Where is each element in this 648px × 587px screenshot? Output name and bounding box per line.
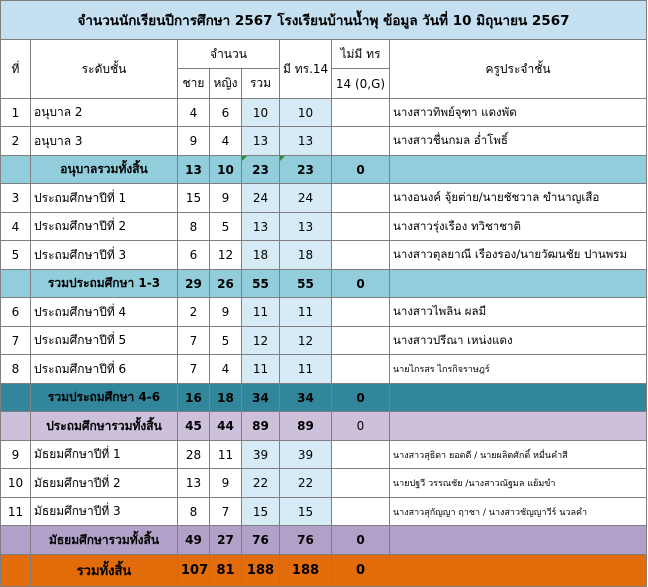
row-tr14: 13	[280, 213, 332, 241]
table-row	[1, 355, 647, 384]
summary-male: 45	[178, 412, 210, 441]
summary-blank	[1, 555, 31, 587]
row-teacher: นางสาวปรีณา เหน่งแดง	[390, 327, 647, 355]
row-total: 12	[242, 327, 280, 355]
summary-male: 13	[178, 156, 210, 184]
row-teacher: นางอนงค์ จุ้ยต่าย/นายชัชวาล ขำนาญเสือ	[390, 184, 647, 213]
row-female: 5	[210, 213, 242, 241]
table-row	[1, 241, 647, 270]
header-no-tr14-line1: ไม่มี ทร	[332, 40, 390, 69]
summary-no-tr14: 0	[332, 270, 390, 298]
summary-male: 49	[178, 526, 210, 555]
summary-tr14: 188	[280, 555, 332, 587]
row-tr14: 11	[280, 355, 332, 384]
row-male: 7	[178, 355, 210, 384]
row-female: 5	[210, 327, 242, 355]
row-no: 2	[1, 127, 31, 156]
row-female: 6	[210, 99, 242, 127]
row-total: 22	[242, 469, 280, 498]
row-total: 24	[242, 184, 280, 213]
summary-female: 81	[210, 555, 242, 587]
row-male: 8	[178, 213, 210, 241]
table-row	[1, 327, 647, 355]
row-no-tr14	[332, 241, 390, 270]
summary-row-primary-4-6	[1, 384, 647, 412]
summary-female: 10	[210, 156, 242, 184]
summary-total: 55	[242, 270, 280, 298]
table-row	[1, 441, 647, 469]
header-level: ระดับชั้น	[31, 40, 178, 99]
summary-blank	[1, 526, 31, 555]
summary-row-kindergarten	[1, 156, 647, 184]
summary-blank	[1, 270, 31, 298]
header-no: ที่	[1, 40, 31, 99]
row-tr14: 13	[280, 127, 332, 156]
row-tr14: 18	[280, 241, 332, 270]
row-no: 3	[1, 184, 31, 213]
summary-row-grand-total	[1, 555, 647, 587]
summary-row-primary-total	[1, 412, 647, 441]
summary-label: ประถมศึกษารวมทั้งสิ้น	[31, 412, 178, 441]
row-no-tr14	[332, 355, 390, 384]
summary-female: 26	[210, 270, 242, 298]
row-tr14: 39	[280, 441, 332, 469]
row-level: ประถมศึกษาปีที่ 1	[31, 184, 178, 213]
row-level: ประถมศึกษาปีที่ 2	[31, 213, 178, 241]
row-tr14: 22	[280, 469, 332, 498]
row-male: 2	[178, 298, 210, 327]
summary-label: มัธยมศึกษารวมทั้งสิ้น	[31, 526, 178, 555]
row-male: 6	[178, 241, 210, 270]
summary-tr14: 89	[280, 412, 332, 441]
table-row	[1, 184, 647, 213]
row-total: 15	[242, 498, 280, 526]
row-total: 39	[242, 441, 280, 469]
summary-row-secondary-total	[1, 526, 647, 555]
table-row	[1, 469, 647, 498]
row-no-tr14	[332, 441, 390, 469]
row-male: 7	[178, 327, 210, 355]
summary-total: 89	[242, 412, 280, 441]
row-level: อนุบาล 2	[31, 99, 178, 127]
row-teacher: นางสาวรุ่งเรือง ทวิชาชาติ	[390, 213, 647, 241]
row-tr14: 15	[280, 498, 332, 526]
summary-label: รวมประถมศึกษา 4-6	[31, 384, 178, 412]
row-male: 8	[178, 498, 210, 526]
row-total: 10	[242, 99, 280, 127]
table-row	[1, 127, 647, 156]
row-level: ประถมศึกษาปีที่ 4	[31, 298, 178, 327]
row-no-tr14	[332, 184, 390, 213]
row-level: มัธยมศึกษาปีที่ 2	[31, 469, 178, 498]
summary-tr14: 23	[280, 156, 332, 184]
row-male: 4	[178, 99, 210, 127]
table-row	[1, 213, 647, 241]
table-row	[1, 498, 647, 526]
row-tr14: 10	[280, 99, 332, 127]
summary-teacher-blank	[390, 526, 647, 555]
row-level: มัธยมศึกษาปีที่ 1	[31, 441, 178, 469]
row-total: 13	[242, 213, 280, 241]
row-level: มัธยมศึกษาปีที่ 3	[31, 498, 178, 526]
summary-female: 44	[210, 412, 242, 441]
row-no-tr14	[332, 127, 390, 156]
sheet-title: จำนวนนักเรียนปีการศึกษา 2567 โรงเรียนบ้านน้ำพุ ข้อมูล วันที่ 10 มิถุนายน 2567	[1, 1, 647, 40]
row-teacher: นายไกรสร ไกรกิจราษฎร์	[390, 355, 647, 384]
row-female: 12	[210, 241, 242, 270]
row-female: 7	[210, 498, 242, 526]
header-female: หญิง	[210, 69, 242, 99]
row-female: 9	[210, 298, 242, 327]
summary-blank	[1, 384, 31, 412]
row-level: ประถมศึกษาปีที่ 6	[31, 355, 178, 384]
row-male: 13	[178, 469, 210, 498]
summary-teacher-blank	[390, 156, 647, 184]
summary-blank	[1, 412, 31, 441]
row-teacher: นายปฐวี วรรณชัย /นางสาวณัฐมล แย้มขำ	[390, 469, 647, 498]
summary-female: 18	[210, 384, 242, 412]
row-no-tr14	[332, 298, 390, 327]
row-male: 15	[178, 184, 210, 213]
row-tr14: 11	[280, 298, 332, 327]
summary-tr14: 55	[280, 270, 332, 298]
row-female: 4	[210, 127, 242, 156]
header-no-tr14-line2: 14 (0,G)	[332, 69, 390, 99]
row-tr14: 24	[280, 184, 332, 213]
summary-total: 76	[242, 526, 280, 555]
row-no-tr14	[332, 99, 390, 127]
row-teacher: นางสาวชื่นกมล อ่ำโพธิ์	[390, 127, 647, 156]
row-male: 9	[178, 127, 210, 156]
row-total: 11	[242, 355, 280, 384]
header-male: ชาย	[178, 69, 210, 99]
summary-male: 29	[178, 270, 210, 298]
summary-no-tr14: 0	[332, 156, 390, 184]
table-row	[1, 298, 647, 327]
summary-tr14: 34	[280, 384, 332, 412]
summary-teacher-blank	[390, 270, 647, 298]
header-total: รวม	[242, 69, 280, 99]
row-level: อนุบาล 3	[31, 127, 178, 156]
row-no: 10	[1, 469, 31, 498]
row-total: 11	[242, 298, 280, 327]
row-no: 7	[1, 327, 31, 355]
row-teacher: นางสาวไพลิน ผลมี	[390, 298, 647, 327]
summary-label: อนุบาลรวมทั้งสิ้น	[31, 156, 178, 184]
summary-label: รวมทั้งสิ้น	[31, 555, 178, 587]
row-total: 18	[242, 241, 280, 270]
summary-blank	[1, 156, 31, 184]
summary-label: รวมประถมศึกษา 1-3	[31, 270, 178, 298]
row-tr14: 12	[280, 327, 332, 355]
row-total: 13	[242, 127, 280, 156]
header-teacher: ครูประจำชั้น	[390, 40, 647, 99]
row-teacher: นางสาวสุกัญญา ฤาชา / นางสาวชัญญาวีร์ นวลคำ	[390, 498, 647, 526]
row-female: 9	[210, 184, 242, 213]
summary-total: 34	[242, 384, 280, 412]
summary-no-tr14: 0	[332, 412, 390, 441]
row-female: 9	[210, 469, 242, 498]
table-row	[1, 99, 647, 127]
row-no: 8	[1, 355, 31, 384]
summary-tr14: 76	[280, 526, 332, 555]
row-level: ประถมศึกษาปีที่ 5	[31, 327, 178, 355]
row-no: 9	[1, 441, 31, 469]
summary-teacher-blank	[390, 555, 647, 587]
summary-total: 188	[242, 555, 280, 587]
row-teacher: นางสาวทิพย์จุฑา แดงพัด	[390, 99, 647, 127]
summary-no-tr14: 0	[332, 555, 390, 587]
row-male: 28	[178, 441, 210, 469]
row-teacher: นางสาวตุลยาณี เรืองรอง/นายวัฒนชัย ปานพรม	[390, 241, 647, 270]
row-no: 5	[1, 241, 31, 270]
row-no-tr14	[332, 498, 390, 526]
header-count: จำนวน	[178, 40, 280, 69]
summary-no-tr14: 0	[332, 384, 390, 412]
row-level: ประถมศึกษาปีที่ 3	[31, 241, 178, 270]
row-no-tr14	[332, 469, 390, 498]
header-has-tr14: มี ทร.14	[280, 40, 332, 99]
row-teacher: นางสาวสุธิดา ยอดดี / นายผลิตศักดิ์ หมื่นคำสี	[390, 441, 647, 469]
summary-row-primary-1-3	[1, 270, 647, 298]
row-no: 11	[1, 498, 31, 526]
row-no: 1	[1, 99, 31, 127]
summary-no-tr14: 0	[332, 526, 390, 555]
summary-teacher-blank	[390, 412, 647, 441]
row-no: 4	[1, 213, 31, 241]
summary-male: 16	[178, 384, 210, 412]
summary-teacher-blank	[390, 384, 647, 412]
row-no-tr14	[332, 213, 390, 241]
row-no: 6	[1, 298, 31, 327]
row-female: 4	[210, 355, 242, 384]
summary-total: 23	[242, 156, 280, 184]
summary-female: 27	[210, 526, 242, 555]
row-no-tr14	[332, 327, 390, 355]
row-female: 11	[210, 441, 242, 469]
summary-male: 107	[178, 555, 210, 587]
